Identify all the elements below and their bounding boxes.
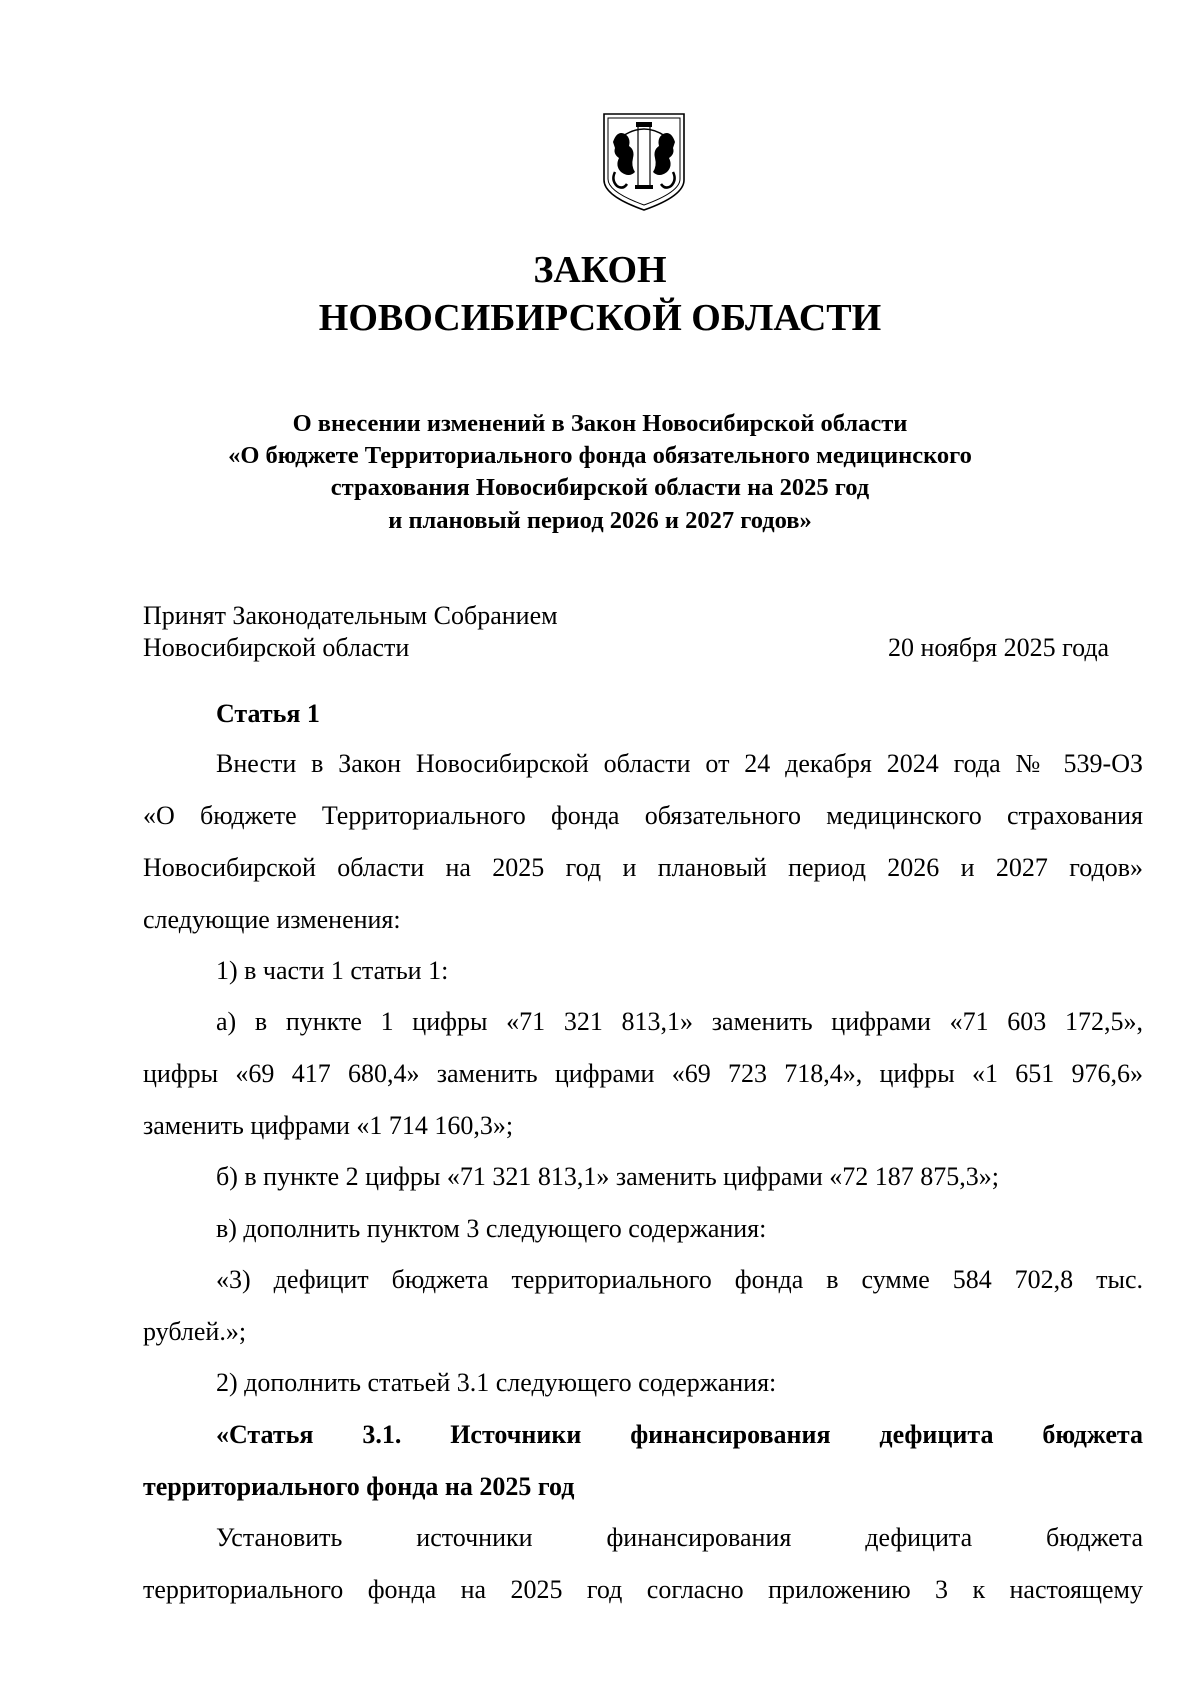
paragraph-line: «О бюджете Территориального фонда обязательного медицинского страхования [143, 801, 1143, 830]
list-item: цифры «69 417 680,4» заменить цифрами «69 723 718,4», цифры «1 651 976,6» [143, 1059, 1143, 1088]
article-heading: территориального фонда на 2025 год [143, 1472, 575, 1501]
paragraph-line: территориального фонда на 2025 год согласно приложению 3 к настоящему [143, 1575, 1143, 1604]
adoption-line: Новосибирской области [143, 633, 410, 662]
law-region: НОВОСИБИРСКОЙ ОБЛАСТИ [318, 297, 882, 339]
paragraph-line: Внести в Закон Новосибирской области от 24 декабря 2024 года № 539-ОЗ [216, 749, 1143, 778]
list-item: 1) в части 1 статьи 1: [216, 956, 449, 985]
list-item: 2) дополнить статьей 3.1 следующего содержания: [216, 1368, 777, 1397]
adoption-date: 20 ноября 2025 года [888, 633, 1110, 662]
list-item: б) в пункте 2 цифры «71 321 813,1» заменить цифрами «72 187 875,3»; [216, 1162, 999, 1191]
coat-of-arms-icon [601, 112, 687, 212]
list-item: в) дополнить пунктом 3 следующего содержания: [216, 1214, 767, 1243]
paragraph-line: Установить источники финансирования дефицита бюджета [216, 1523, 1143, 1552]
list-item: а) в пункте 1 цифры «71 321 813,1» заменить цифрами «71 603 172,5», [216, 1007, 1143, 1036]
subject-line: О внесении изменений в Закон Новосибирской области [292, 410, 908, 437]
adoption-line: Принят Законодательным Собранием [143, 601, 558, 630]
article-heading: «Статья 3.1. Источники финансирования дефицита бюджета [216, 1420, 1143, 1449]
coat-of-arms [601, 112, 687, 212]
subject-line: и плановый период 2026 и 2027 годов» [388, 507, 812, 534]
paragraph-line: Новосибирской области на 2025 год и плановый период 2026 и 2027 годов» [143, 853, 1143, 882]
article-heading: Статья 1 [216, 699, 320, 728]
list-item: заменить цифрами «1 714 160,3»; [143, 1111, 514, 1140]
subject-line: страхования Новосибирской области на 2025 год [330, 474, 870, 501]
paragraph-line: следующие изменения: [143, 905, 401, 934]
list-item: «3) дефицит бюджета территориального фонда в сумме 584 702,8 тыс. [216, 1265, 1143, 1294]
law-title: ЗАКОН [533, 249, 667, 291]
subject-line: «О бюджете Территориального фонда обязательного медицинского [228, 442, 972, 469]
list-item: рублей.»; [143, 1317, 247, 1346]
